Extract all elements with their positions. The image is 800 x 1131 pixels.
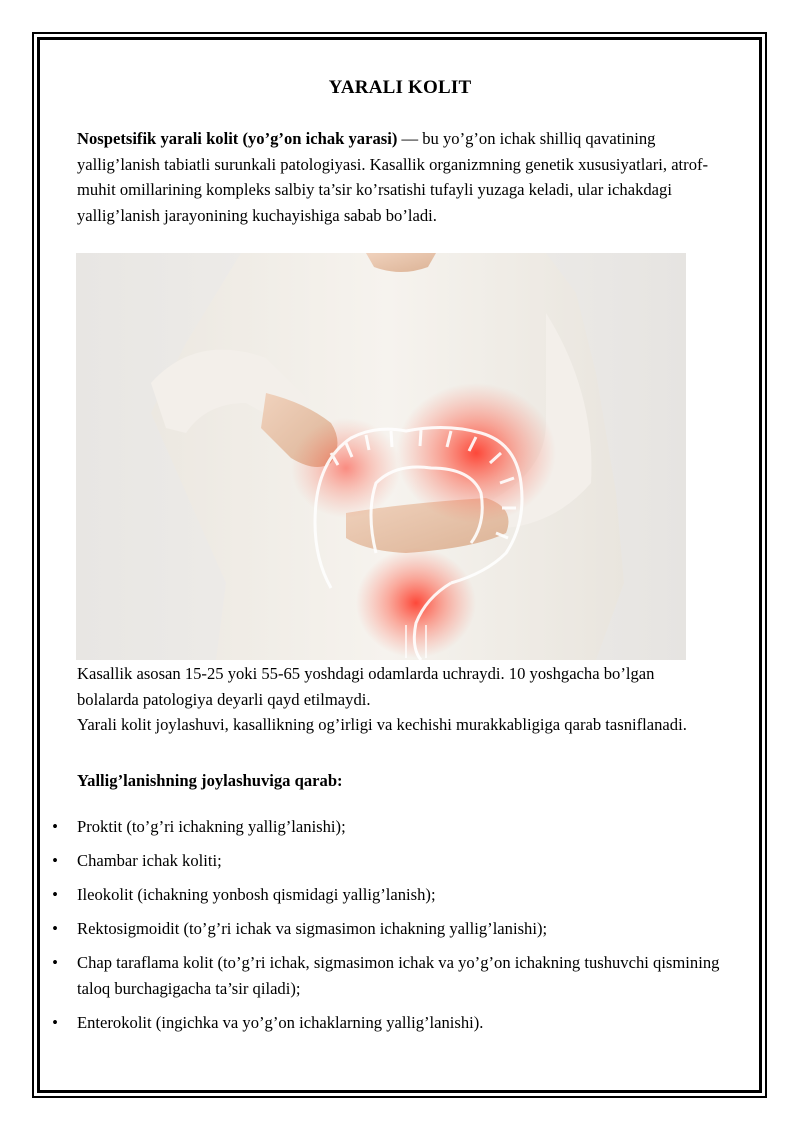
colon-illustration-photo — [76, 253, 686, 660]
list-item-text: Enterokolit (ingichka va yo’g’on ichaklarning yallig’lanishi). — [77, 1012, 484, 1032]
list-item — [50, 950, 730, 1001]
list-item-text: Ileokolit (ichakning yonbosh qismidagi yallig’lanish); — [77, 885, 436, 904]
bullet-icon: • — [52, 885, 58, 904]
list-item-text: Chap taraflama kolit (to’g’ri ichak, sigmasimon ichak va yo’g’on ichakning tushuvchi qismining taloq burchagigacha ta’sir qiladi); — [77, 953, 720, 998]
intro-paragraph — [77, 126, 717, 228]
intro-definition: — bu yo’g’on ichak shilliq qavatining yallig’lanish tabiatli surunkali patologiyasi. Kasallik organizmning genetik xususiyatlari, atrof-muhit omillarining kompleks salbiy ta’sir ko’rsatishi tufayli yuzaga keladi, ular ichakdagi yallig’lanish jarayonining kuchayishiga sabab bo’ladi. — [77, 129, 709, 225]
bullet-icon: • — [52, 953, 58, 972]
intro-term: Nospetsifik yarali kolit (yo’g’on ichak yarasi) — [77, 129, 398, 148]
list-item — [50, 882, 730, 908]
classification-list — [50, 814, 730, 1044]
section-heading: Yallig’lanishning joylashuviga qarab: — [77, 771, 343, 790]
page-title: YARALI KOLIT — [328, 77, 472, 98]
list-item — [50, 848, 730, 874]
epidemiology-text: Kasallik asosan 15-25 yoki 55-65 yoshdagi odamlarda uchraydi. 10 yoshgacha bo’lgan bolalarda patologiya deyarli qayd etilmaydi. — [77, 664, 655, 709]
bullet-icon: • — [52, 851, 58, 870]
list-item-text: Rektosigmoidit (to’g’ri ichak va sigmasimon ichakning yallig’lanishi); — [77, 919, 548, 938]
epidemiology-paragraph — [77, 661, 717, 738]
list-item — [50, 1010, 730, 1036]
list-item — [50, 916, 730, 942]
bullet-icon: • — [52, 817, 58, 836]
list-item-text: Proktit (to’g’ri ichakning yallig’lanishi); — [77, 817, 346, 836]
list-item-text: Chambar ichak koliti; — [77, 851, 222, 870]
list-item — [50, 814, 730, 840]
classification-text: Yarali kolit joylashuvi, kasallikning og’irligi va kechishi murakkabligiga qarab tasniflanadi. — [77, 715, 687, 734]
bullet-icon: • — [52, 1012, 58, 1032]
bullet-icon: • — [52, 919, 58, 938]
